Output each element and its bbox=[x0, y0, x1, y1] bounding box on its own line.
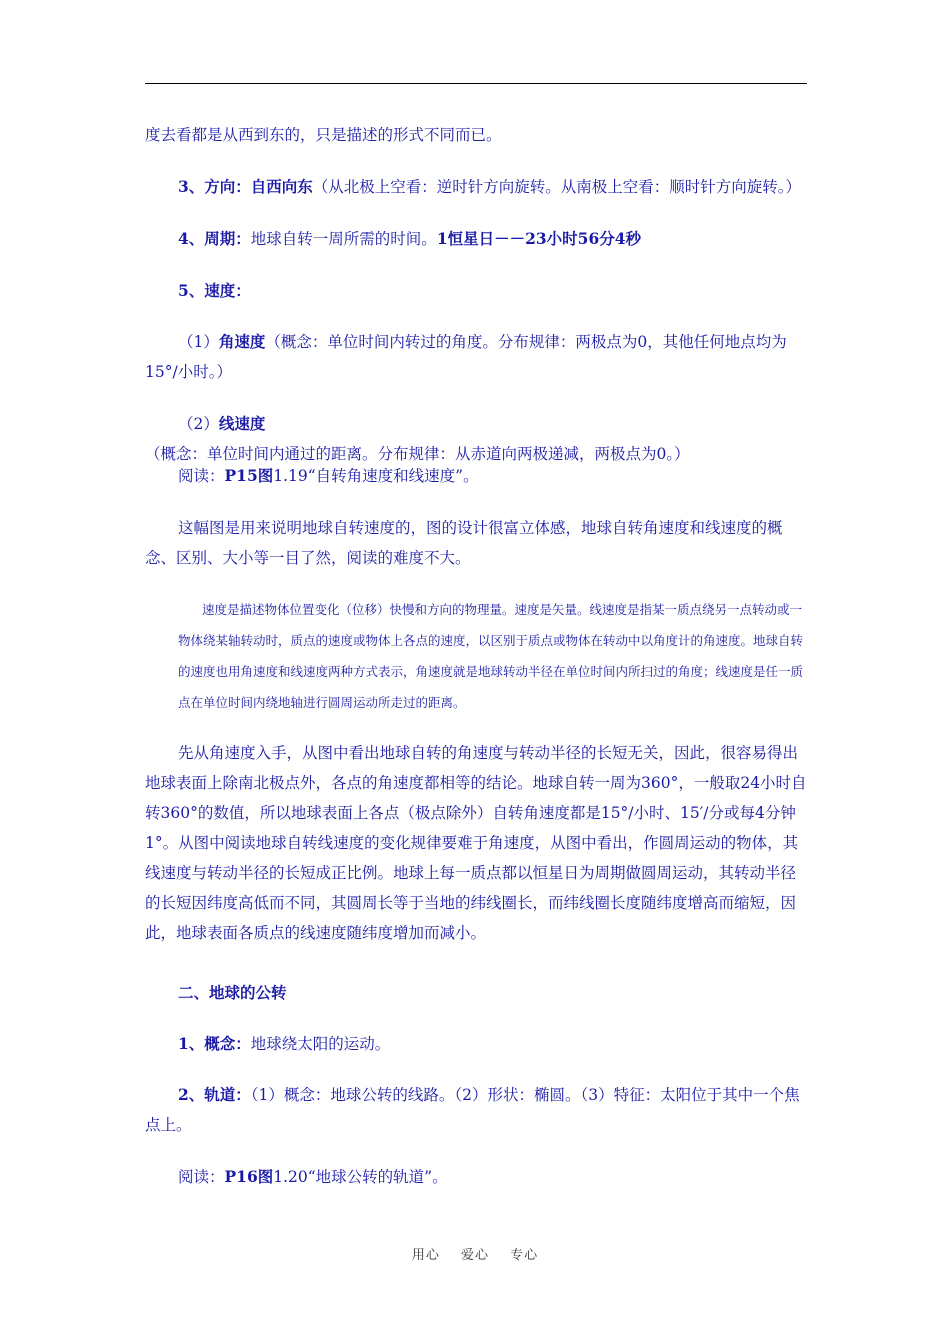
footer-text-1: 用心 bbox=[411, 1248, 440, 1263]
paragraph-speed-definition: 速度是描述物体位置变化（位移）快慢和方向的物理量。速度是矢量。线速度是指某一质点绕另一点转动或一物体绕某轴转动时，质点的速度或物体上各点的速度，以区别于质点或物体在转动中以角度计的角速度。地球自转的速度也用角速度和线速度两种方式表示，角速度就是地球转动半径在单位时间内所扫过的角度；线速度是任一质点在单位时间内绕地轴进行圆周运动所走过的距离。 bbox=[178, 602, 804, 710]
paragraph-linear-speed: （2）线速度（概念：单位时间内通过的距离。分布规律：从赤道向两极递减，两极点为0。） bbox=[145, 414, 690, 463]
paragraph-angular-explanation: 先从角速度入手，从图中看出地球自转的角速度与转动半径的长短无关，因此，很容易得出地球表面上除南北极点外，各点的角速度都相等的结论。地球自转一周为360°，一般取24小时自转360°的数值，所以地球表面上各点（极点除外）自转角速度都是15°/小时、15′/分或每4分钟1°。从图中阅读地球自转线速度的变化规律要难于角速度，从图中看出，作圆周运动的物体，其线速度与转动半径的长短成正比例。地球上每一质点都以恒星日为周期做圆周运动，其转动半径的长短因纬度高低而不同，其圆周长等于当地的纬线圈长，而纬线圈长度随纬度增高而缩短，因此，地球表面各质点的线速度随纬度增加而减小。 bbox=[145, 744, 807, 942]
page-footer bbox=[0, 1244, 950, 1263]
paragraph-period: 4、周期：地球自转一周所需的时间。1恒星日－－23小时56分4秒 bbox=[178, 229, 642, 248]
paragraph-reading-p16: 阅读：P16图1.20“地球公转的轨道”。 bbox=[178, 1167, 448, 1186]
paragraph-orbit: 2、轨道：（1）概念：地球公转的线路。（2）形状：椭圆。（3）特征：太阳位于其中一个焦点上。 bbox=[145, 1085, 800, 1134]
paragraph-speed: 5、速度： bbox=[178, 281, 251, 300]
footer-text-3: 专心 bbox=[510, 1248, 539, 1263]
footer-text-2: 爱心 bbox=[460, 1248, 489, 1263]
paragraph-1: 度去看都是从西到东的，只是描述的形式不同而已。 bbox=[145, 126, 502, 144]
section-heading-revolution: 二、地球的公转 bbox=[178, 983, 287, 1002]
paragraph-direction: 3、方向：自西向东（从北极上空看：逆时针方向旋转。从南极上空看：顺时针方向旋转。） bbox=[178, 177, 802, 196]
paragraph-reading-p15: 阅读：P15图1.19“自转角速度和线速度”。 bbox=[178, 466, 479, 485]
paragraph-revolution-concept: 1、概念：地球绕太阳的运动。 bbox=[178, 1034, 391, 1053]
paragraph-figure-description: 这幅图是用来说明地球自转速度的，图的设计很富立体感，地球自转角速度和线速度的概念、区别、大小等一目了然，阅读的难度不大。 bbox=[145, 519, 783, 567]
paragraph-angular-speed: （1）角速度（概念：单位时间内转过的角度。分布规律：两极点为0，其他任何地点均为15°/小时。） bbox=[145, 332, 787, 381]
header-rule bbox=[145, 83, 807, 84]
